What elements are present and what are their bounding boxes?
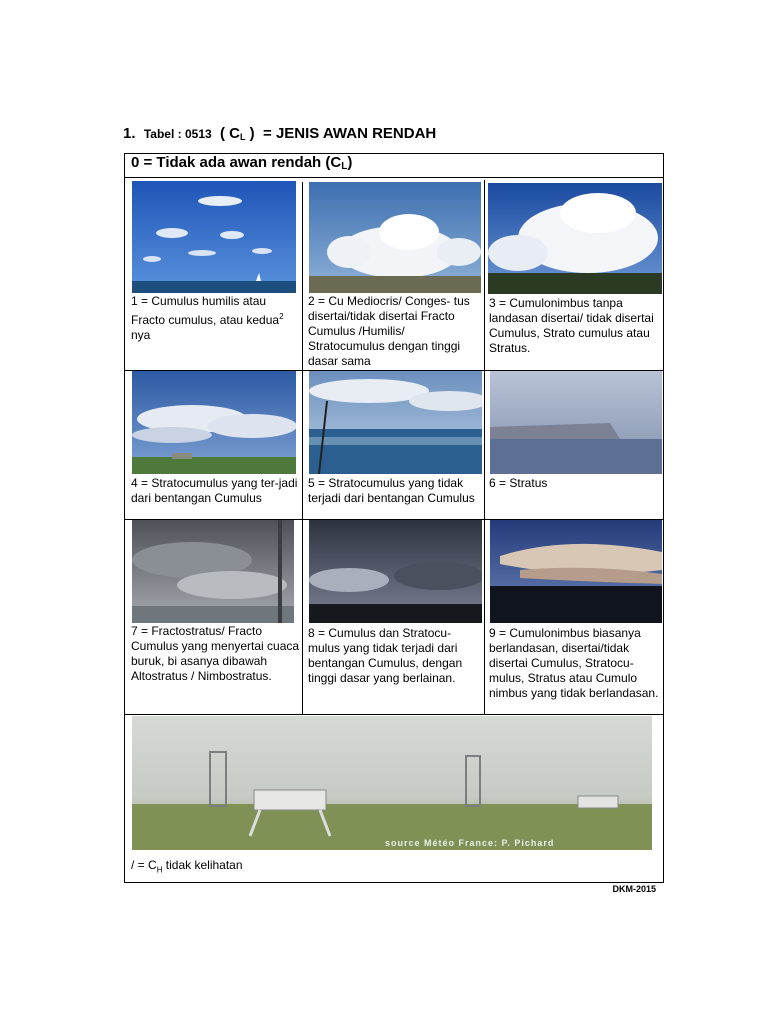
weather-station-photo <box>132 716 652 850</box>
cloud-photo-7 <box>132 520 294 623</box>
cloud-photo-3 <box>488 183 662 294</box>
grid-line <box>124 714 664 715</box>
title-text: = JENIS AWAN RENDAH <box>263 125 437 142</box>
caption-9: 9 = Cumulonimbus biasanya berlandasan, disertai/tidak disertai Cumulus, Stratocu- mulus, Stratus atau Cumulo nimbus yang tidak berlandasan. <box>489 626 659 700</box>
page-title <box>123 125 436 142</box>
caption-2: 2 = Cu Mediocris/ Conges- tus disertai/tidak disertai Fracto Cumulus /Humilis/ Stratocumulus dengan tinggi dasar sama <box>308 294 470 368</box>
caption-7: 7 = Fractostratus/ Fracto Cumulus yang menyertai cuaca buruk, bi asanya dibawah Altostratus / Nimbostratus. <box>131 624 300 683</box>
grid-line <box>484 180 485 714</box>
cloud-photo-6 <box>490 371 662 474</box>
caption-6: 6 = Stratus <box>489 476 548 490</box>
title-number: 1. <box>123 125 136 142</box>
cloud-photo-9 <box>490 520 662 623</box>
footer-note: / = $C_H$ tidak kelihatan <box>131 858 243 875</box>
caption-5: 5 = Stratocumulus yang tidak terjadi dari bentangan Cumulus <box>308 476 475 505</box>
cloud-photo-2 <box>309 182 481 293</box>
cloud-photo-8 <box>309 520 482 623</box>
caption-8: 8 = Cumulus dan Stratocu- mulus yang tidak terjadi dari bentangan Cumulus, dengan tinggi dasar yang berlainan. <box>308 626 463 685</box>
caption-4: 4 = Stratocumulus yang ter-jadi dari bentangan Cumulus <box>131 476 298 505</box>
caption-1: 1 = Cumulus humilis atau Fracto cumulus, atau kedua$^2$ nya <box>131 294 284 342</box>
cloud-photo-5 <box>309 371 482 474</box>
photo-credit: source Météo France: P. Pichard <box>385 838 555 848</box>
table-header: 0 = Tidak ada awan rendah $(C_L)$ <box>131 154 353 172</box>
cloud-photo-4 <box>132 371 296 474</box>
document-code: DKM-2015 <box>612 884 656 894</box>
title-code: ( $C_L$ ) <box>220 125 255 142</box>
header-divider <box>124 177 664 178</box>
caption-3: 3 = Cumulonimbus tanpa landasan disertai/ tidak disertai Cumulus, Strato cumulus atau Stratus. <box>489 296 654 355</box>
cloud-photo-1 <box>132 181 296 293</box>
title-tabel: Tabel : 0513 <box>143 127 212 141</box>
